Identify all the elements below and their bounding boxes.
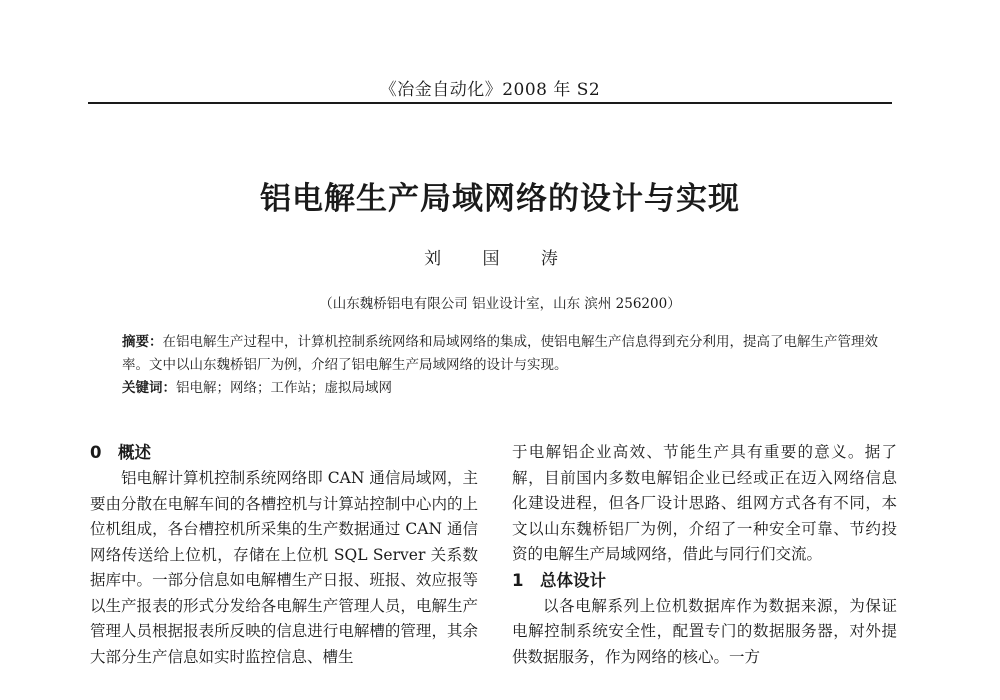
section-number: 1 (512, 570, 524, 590)
author: 刘 国 涛 (424, 249, 576, 269)
left-column (90, 440, 478, 670)
section-0-paragraph: 铝电解计算机控制系统网络即 CAN 通信局域网，主要由分散在电解车间的各槽控机与计算站控制中心内的上位机组成，各台槽控机所采集的生产数据通过 CAN 通信网络传送给上位机，存储在上位机 SQL Server 关系数据库中。一部分信息如电解槽生产日报、班报、效应报等以生产报表的形式分发给各电解生产管理人员，电解生产管理人员根据报表所反映的信息进行电解槽的管理，其余大部分生产信息如实时监控信息、槽生 (90, 469, 478, 666)
section-title: 总体设计 (540, 570, 606, 590)
affiliation: （山东魏桥铝电有限公司 铝业设计室，山东 滨州 256200） (319, 296, 681, 312)
section-heading-1 (512, 568, 897, 594)
section-number: 0 (90, 443, 102, 462)
keywords (122, 377, 882, 400)
section-heading-0 (90, 440, 478, 466)
journal-header: 《冶金自动化》2008 年 S2 (379, 80, 601, 100)
keywords-label: 关键词： (122, 380, 176, 396)
section-0-paragraph-continued: 于电解铝企业高效、节能生产具有重要的意义。据了解，目前国内多数电解铝企业已经或正在迈入网络信息化建设进程，但各厂设计思路、组网方式各有不同，本文以山东魏桥铝厂为例，介绍了一种安全可靠、节约投资的电解生产局域网络，借此与同行们交流。 (512, 443, 897, 563)
right-column (512, 440, 897, 670)
keywords-text: 铝电解；网络；工作站；虚拟局域网 (176, 380, 392, 396)
abstract-text: 在铝电解生产过程中，计算机控制系统网络和局域网络的集成，使铝电解生产信息得到充分利用，提高了电解生产管理效率。文中以山东魏桥铝厂为例，介绍了铝电解生产局域网络的设计与实现。 (122, 334, 878, 373)
section-title: 概述 (118, 443, 151, 462)
abstract-block (122, 331, 882, 400)
paper-title: 铝电解生产局域网络的设计与实现 (260, 181, 740, 217)
header-rule (88, 102, 892, 104)
abstract-label: 摘要： (122, 334, 163, 350)
section-1-paragraph: 以各电解系列上位机数据库作为数据来源，为保证电解控制系统安全性，配置专门的数据服务器，对外提供数据服务，作为网络的核心。一方 (512, 596, 897, 666)
abstract (122, 331, 882, 377)
